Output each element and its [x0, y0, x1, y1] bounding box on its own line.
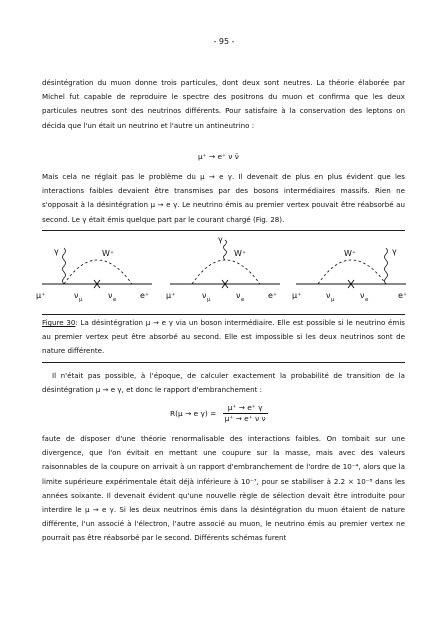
nu2-sub-1: e — [113, 297, 117, 303]
incoming-label-3: μ⁺ — [292, 291, 302, 300]
nu1-label-2: ν — [202, 291, 207, 300]
nu1-label-1: ν — [74, 291, 79, 300]
photon-label-1: γ — [54, 247, 59, 256]
incoming-label-2: μ⁺ — [166, 291, 176, 300]
caption-bottom-rule — [42, 362, 405, 363]
nu2-label-2: ν — [236, 291, 241, 300]
paragraph-3: Il n'était pas possible, à l'époque, de calculer exactement la probabilité de transition de la désintégration μ → e γ, et donc le rapport d'embranchement : — [42, 371, 405, 395]
branching-ratio-numerator: μ⁺ → e⁺ γ — [223, 403, 268, 414]
paragraph-2: Mais cela ne réglait pas le problème du μ → e γ. Il devenait de plus en plus évident que les interactions faibles devaient être transmises par des bosons intermédiaires massifs. Rien ne s'opposait à la désintégration μ → e γ. Le neutrino émis au premier vertex pouvait être réabsorbé au second. Le γ était émis quelque part par le courant chargé (Fig. 28). — [42, 172, 405, 224]
outgoing-label-1: e⁺ — [140, 291, 150, 300]
figure-top-rule — [42, 230, 405, 231]
page-number: - 95 - — [213, 37, 235, 46]
boson-label-3: W⁺ — [344, 249, 357, 258]
paragraph-4: faute de disposer d'une théorie renormalisable des interactions faibles. On tombait sur une divergence, que l'on évitait en mettant une coupure sur la masse, mais avec des valeurs raisonnables de la coupure on arrivait à un rapport d'embranchement de l'ordre de 10⁻⁴, alors que la limite supérieure expérimentale était déjà inférieure à 10⁻⁷, pour se stabiliser à 2.2 × 10⁻⁸ dans les années soixante. Il devenait évident qu'une nouvelle règle de sélection devait être introduite pour interdire le μ → e γ. Si les deux neutrinos émis dans la désintégration du muon étaient de nature différente, l'un associé à l'électron, l'autre associé au muon, le neutrino émis au premier vertex ne pourrait pas être réabsorbé par le second. Différents schémas furent — [42, 434, 405, 543]
figure-bottom-rule — [42, 314, 405, 315]
outgoing-label-3: e⁺ — [398, 291, 408, 300]
figure-caption-text: : La désintégration μ → e γ via un boson intermédiaire. Elle est possible si le neutrino émis au premier vertex peut être absorbé au second. Elle est impossible si les deux neutrinos sont de nature différente. — [42, 318, 405, 356]
outgoing-label-2: e⁺ — [268, 291, 278, 300]
branching-ratio-lhs: R(μ → e γ) = — [170, 409, 217, 418]
branching-ratio-equation — [170, 403, 268, 424]
nu1-sub-2: μ — [207, 297, 211, 303]
nu2-label-1: ν — [108, 291, 113, 300]
nu2-sub-2: e — [241, 297, 245, 303]
feynman-diagram-3 — [292, 247, 407, 303]
figure-caption — [42, 316, 405, 359]
boson-label-1: W⁺ — [102, 249, 115, 258]
photon-label-3: γ — [392, 247, 397, 256]
nu1-sub-3: μ — [331, 297, 335, 303]
feynman-diagrams — [0, 232, 448, 314]
boson-label-2: W⁺ — [234, 249, 247, 258]
branching-ratio-denominator: μ⁺ → e⁺ ν ν — [224, 414, 266, 423]
feynman-diagram-2 — [166, 235, 280, 303]
nu1-label-3: ν — [326, 291, 331, 300]
equation-muon-decay: μ⁺ → e⁺ ν ν̄ — [198, 152, 239, 161]
incoming-label-1: μ⁺ — [36, 291, 46, 300]
nu2-label-3: ν — [360, 291, 365, 300]
feynman-diagram-1 — [36, 247, 152, 303]
nu2-sub-3: e — [365, 297, 369, 303]
photon-label-2: γ — [218, 235, 223, 244]
figure-caption-label: Figure 30 — [42, 318, 76, 327]
nu1-sub-1: μ — [79, 297, 83, 303]
paragraph-1: désintégration du muon donne trois particules, dont deux sont neutres. La théorie élaborée par Michel fut capable de reproduire le spectre des positrons du muon et confirma que les deux particules neutres sont des neutrinos différents. Pour satisfaire à la conservation des leptons on décida que l'un était un neutrino et l'autre un antineutrino : — [42, 78, 405, 130]
